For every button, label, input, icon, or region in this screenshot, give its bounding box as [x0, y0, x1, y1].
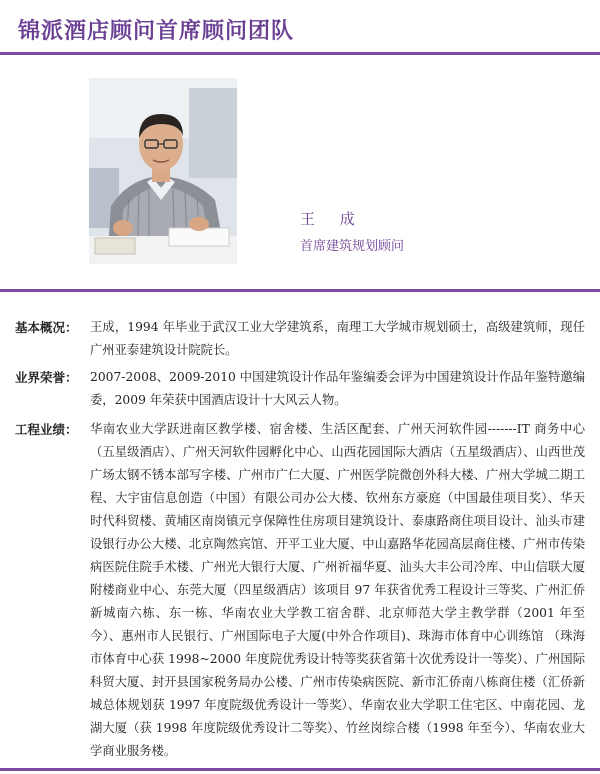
section-text: 2007-2008、2009-2010 中国建筑设计作品年鉴编委会评为中国建筑设计作品年鉴特邀编委，2009 年荣获中国酒店设计十大风云人物。 — [90, 370, 585, 407]
portrait-illustration — [89, 78, 237, 264]
section-divider — [0, 289, 600, 292]
section-text: 华南农业大学跃进南区教学楼、宿舍楼、生活区配套、广州天河软件园-------IT 商务中心（五星级酒店）、广州天河软件园孵化中心、山西花园国际大酒店（五星级酒店）、山西世茂广场太钢不锈本部写字楼、广州市广仁大厦、广州医学院微创外科大楼、广州大学城二期工程、大宇宙信息创造（中国）有限公司办公大楼、钦州东方豪庭（中国最佳项目奖）、华天时代科贸楼、黄埔区南岗镇元亨保障性住房项目建筑设计、泰康路商住项目设计、汕头市建设银行办公大楼、北京陶然宾馆、开平工业大厦、中山嘉路华花园高层商住楼、广州市传染病医院住院手术楼、广州光大银行大厦、广州祈福华夏、汕头大丰公司冷库、中山信联大厦附楼商业中心、东莞大厦（四星级酒店）该项目 97 年获省优秀工程设计三等奖、广州汇侨新城南六栋、东一栋、华南农业大学教工宿舍群、北京师范大学主教学群（2001 年至今）、惠州市人民银行、广州国际电子大厦(中外合作项目)、珠海市体育中心训练馆 （珠海市体育中心获 1998~2000 年度院优秀设计特等奖获省第十次优秀设计一等奖）、广州国际科贸大厦、封开县国家税务局办公楼、广州市传染病医院、新市汇侨南八栋商住楼（汇侨新城总体规划获 1997 年度院级优秀设计一等奖）、华南农业大学职工住宅区、中南花园、龙湖大厦（获 1998 年度院级优秀设计二等奖）、竹丝岗综合楼（1998 年至今）、华南农业大学商业服务楼。 — [90, 422, 585, 758]
profile-role: 首席建筑规划顾问 — [300, 239, 405, 254]
section-label: 工程业绩： — [15, 422, 78, 437]
footer-divider — [0, 768, 600, 771]
section-label: 基本概况： — [15, 320, 78, 335]
section-label: 业界荣誉： — [15, 370, 78, 385]
page-title: 锦派酒店顾问首席顾问团队 — [18, 19, 295, 44]
header-divider — [0, 52, 600, 55]
profile-name: 王 成 — [300, 210, 365, 228]
portrait-photo — [89, 78, 237, 264]
section-text: 王成，1994 年毕业于武汉工业大学建筑系，南理工大学城市规划硕士，高级建筑师，现任广州亚泰建筑设计院院长。 — [90, 320, 585, 357]
